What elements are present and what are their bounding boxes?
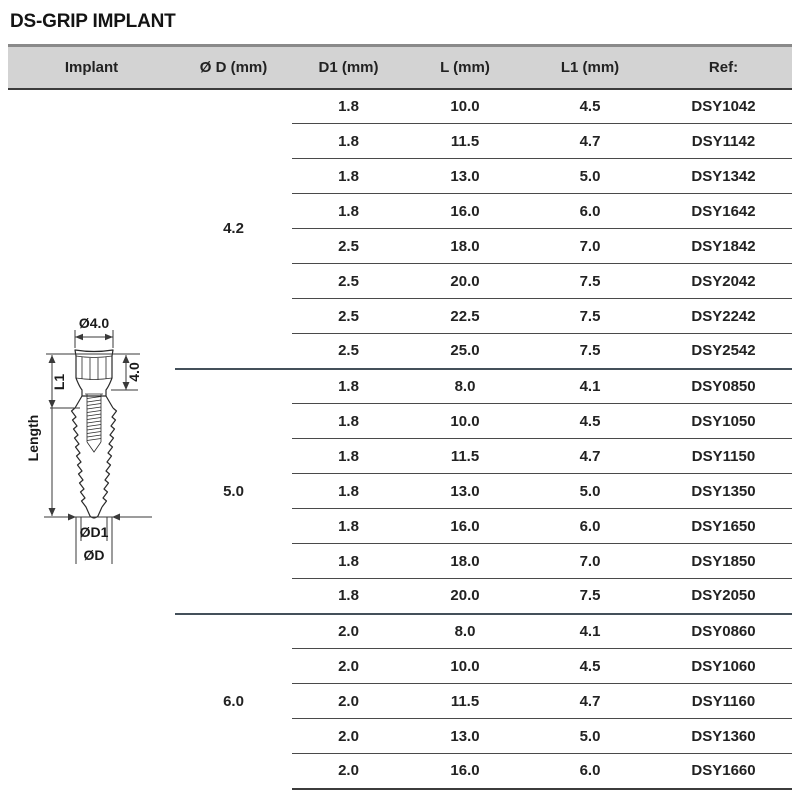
l1-value: 5.0 [525, 719, 655, 754]
ref-value: DSY1842 [655, 229, 792, 264]
d1-value: 2.5 [292, 264, 405, 299]
table-row [8, 89, 792, 124]
ref-value: DSY2542 [655, 334, 792, 369]
l1-value: 4.5 [525, 404, 655, 439]
ref-value: DSY2042 [655, 264, 792, 299]
d1-value: 2.0 [292, 614, 405, 649]
implant-spec-table [8, 44, 792, 790]
col-header-diameter: Ø D (mm) [175, 46, 292, 89]
implant-table-body [8, 89, 792, 789]
dim-label-body-diameter: ØD [83, 547, 104, 563]
l1-value: 6.0 [525, 194, 655, 229]
dim-label-tip-diameter: ØD1 [79, 524, 108, 540]
l-value: 13.0 [405, 159, 525, 194]
l1-value: 5.0 [525, 159, 655, 194]
l1-value: 4.5 [525, 649, 655, 684]
l-value: 10.0 [405, 649, 525, 684]
dim-label-collar-height: 4.0 [125, 362, 142, 382]
l1-value: 5.0 [525, 474, 655, 509]
ref-value: DSY2242 [655, 299, 792, 334]
ref-value: DSY1142 [655, 124, 792, 159]
l-value: 20.0 [405, 579, 525, 614]
ref-value: DSY1660 [655, 754, 792, 789]
ref-value: DSY0860 [655, 614, 792, 649]
l-value: 16.0 [405, 194, 525, 229]
l1-value: 7.5 [525, 334, 655, 369]
d1-value: 2.5 [292, 229, 405, 264]
l-value: 20.0 [405, 264, 525, 299]
l1-value: 6.0 [525, 509, 655, 544]
l-value: 10.0 [405, 404, 525, 439]
col-header-l: L (mm) [405, 46, 525, 89]
l-value: 11.5 [405, 684, 525, 719]
l1-value: 7.5 [525, 264, 655, 299]
l-value: 8.0 [405, 369, 525, 404]
l-value: 18.0 [405, 229, 525, 264]
l1-value: 4.1 [525, 614, 655, 649]
col-header-implant: Implant [8, 46, 175, 89]
ref-value: DSY1650 [655, 509, 792, 544]
d1-value: 1.8 [292, 404, 405, 439]
d1-value: 1.8 [292, 369, 405, 404]
l-value: 11.5 [405, 124, 525, 159]
ref-value: DSY1042 [655, 89, 792, 124]
d1-value: 2.0 [292, 719, 405, 754]
col-header-l1: L1 (mm) [525, 46, 655, 89]
ref-value: DSY2050 [655, 579, 792, 614]
d1-value: 2.0 [292, 649, 405, 684]
d1-value: 1.8 [292, 544, 405, 579]
l1-value: 7.0 [525, 229, 655, 264]
ref-value: DSY1360 [655, 719, 792, 754]
d1-value: 1.8 [292, 89, 405, 124]
ref-value: DSY1050 [655, 404, 792, 439]
l-value: 11.5 [405, 439, 525, 474]
l1-value: 7.5 [525, 299, 655, 334]
l-value: 13.0 [405, 474, 525, 509]
dim-label-l1: L1 [50, 373, 67, 391]
d1-value: 1.8 [292, 439, 405, 474]
d1-value: 1.8 [292, 579, 405, 614]
d1-value: 2.5 [292, 334, 405, 369]
d1-value: 2.0 [292, 754, 405, 789]
d1-value: 2.5 [292, 299, 405, 334]
l1-value: 4.7 [525, 439, 655, 474]
l-value: 25.0 [405, 334, 525, 369]
page-title: DS-GRIP IMPLANT [10, 11, 176, 32]
dim-label-top-diameter: Ø4.0 [78, 315, 109, 331]
l1-value: 4.7 [525, 684, 655, 719]
ref-value: DSY1850 [655, 544, 792, 579]
ref-value: DSY1150 [655, 439, 792, 474]
ref-value: DSY1350 [655, 474, 792, 509]
col-header-ref: Ref: [655, 46, 792, 89]
l-value: 10.0 [405, 89, 525, 124]
l-value: 13.0 [405, 719, 525, 754]
l-value: 16.0 [405, 754, 525, 789]
table-header-row [8, 46, 792, 89]
ref-value: DSY1642 [655, 194, 792, 229]
l1-value: 6.0 [525, 754, 655, 789]
l1-value: 7.0 [525, 544, 655, 579]
implant-technical-drawing [12, 310, 172, 568]
d1-value: 2.0 [292, 684, 405, 719]
l-value: 16.0 [405, 509, 525, 544]
diameter-group-value: 5.0 [175, 369, 292, 614]
l1-value: 7.5 [525, 579, 655, 614]
l-value: 18.0 [405, 544, 525, 579]
diameter-group-value: 6.0 [175, 614, 292, 789]
l1-value: 4.1 [525, 369, 655, 404]
ref-value: DSY0850 [655, 369, 792, 404]
ref-value: DSY1060 [655, 649, 792, 684]
catalog-page [0, 11, 800, 811]
d1-value: 1.8 [292, 194, 405, 229]
l-value: 8.0 [405, 614, 525, 649]
dim-label-length: Length [24, 414, 41, 462]
d1-value: 1.8 [292, 474, 405, 509]
col-header-d1: D1 (mm) [292, 46, 405, 89]
implant-diagram-cell [8, 89, 175, 789]
d1-value: 1.8 [292, 124, 405, 159]
ref-value: DSY1160 [655, 684, 792, 719]
diameter-group-value: 4.2 [175, 89, 292, 369]
l1-value: 4.5 [525, 89, 655, 124]
l-value: 22.5 [405, 299, 525, 334]
l1-value: 4.7 [525, 124, 655, 159]
ref-value: DSY1342 [655, 159, 792, 194]
d1-value: 1.8 [292, 509, 405, 544]
d1-value: 1.8 [292, 159, 405, 194]
